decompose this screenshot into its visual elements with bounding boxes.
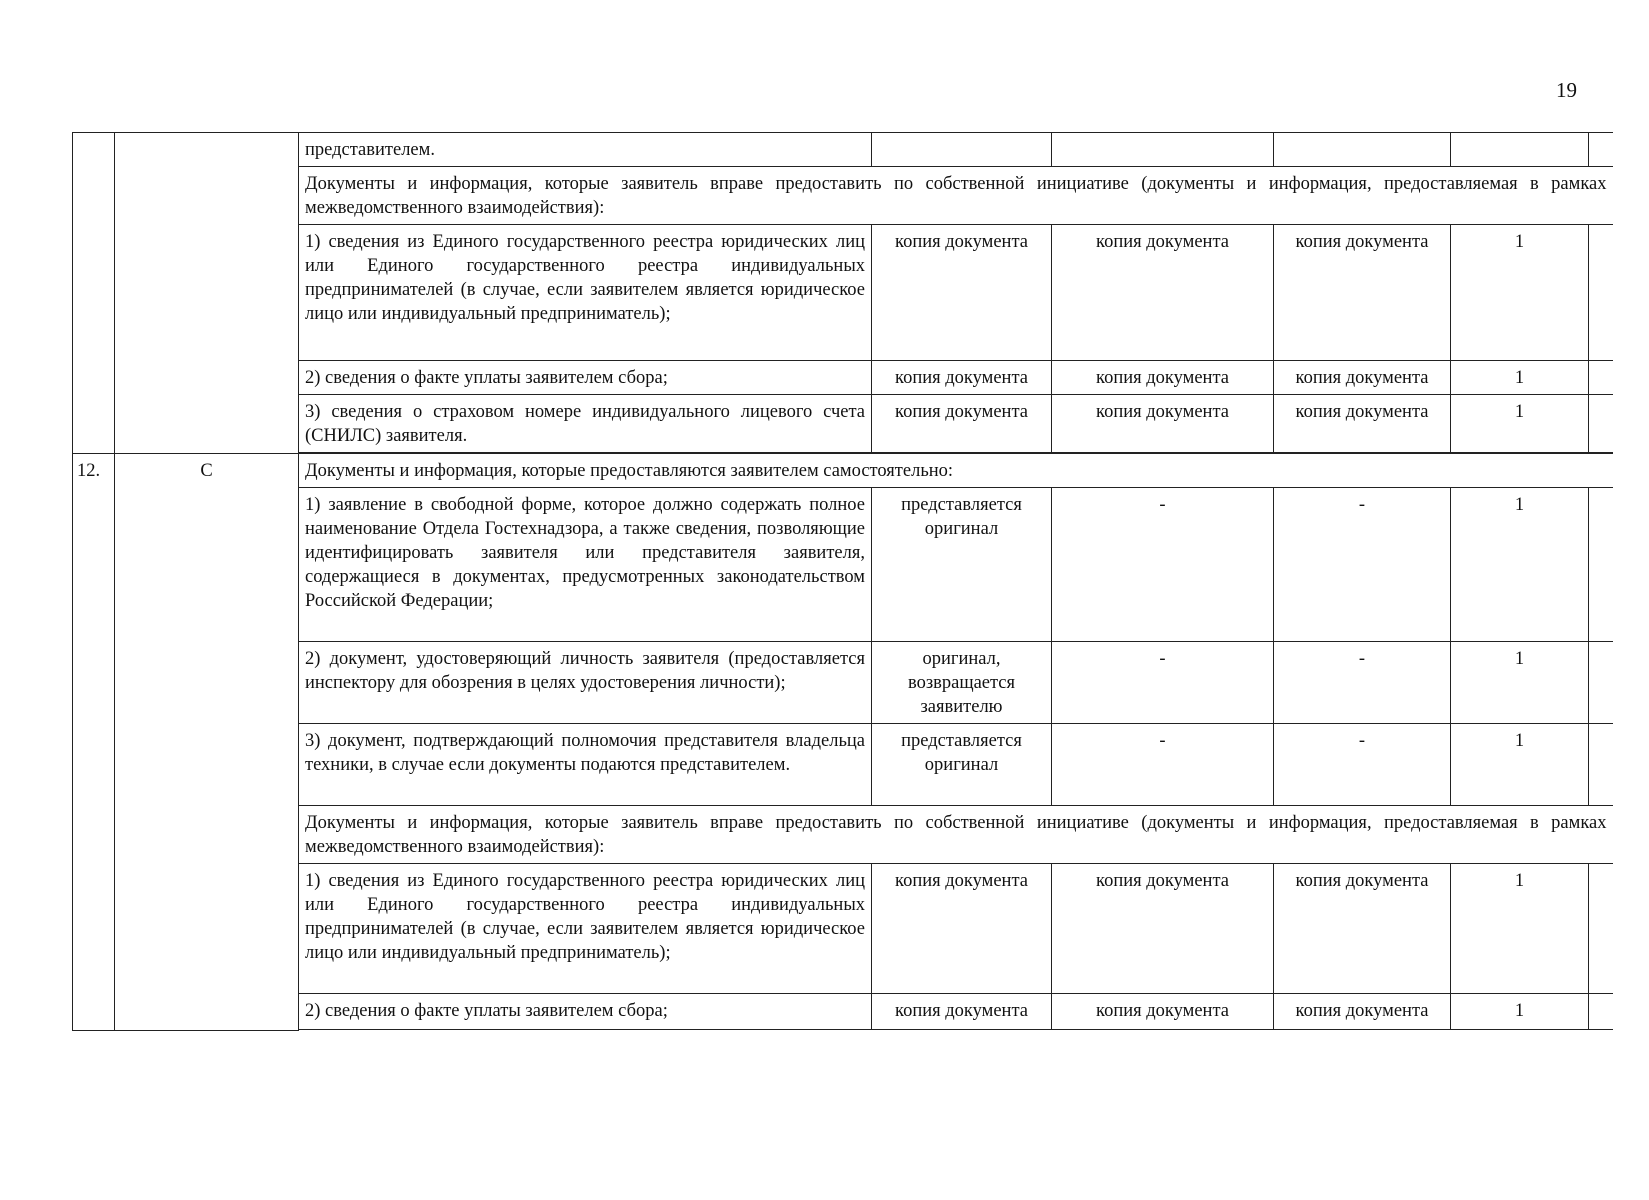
cell-c1: оригинал, возвращается заявителю	[872, 642, 1052, 724]
cell-c4: 1	[1451, 864, 1589, 994]
row-text: 2) сведения о факте уплаты заявителем сбора;	[299, 361, 872, 395]
cell-c4: 1	[1451, 225, 1589, 361]
cell-c1: копия документа	[872, 361, 1052, 395]
cell-c3: -	[1274, 724, 1451, 806]
section-header-row	[73, 806, 1613, 864]
table-row	[73, 642, 1613, 724]
cell-c4: 1	[1451, 994, 1589, 1030]
cell-c1: копия документа	[872, 225, 1052, 361]
table-row	[73, 361, 1613, 395]
row-text: 2) документ, удостоверяющий личность заявителя (предоставляется инспектору для обозрения в целях удостоверения личности);	[299, 642, 872, 724]
cell-c3: копия документа	[1274, 994, 1451, 1030]
cell-c3: -	[1274, 642, 1451, 724]
row-text: 1) заявление в свободной форме, которое должно содержать полное наименование Отдела Гостехнадзора, а также сведения, позволяющие идентифицировать заявителя или представителя заявителя, содержащиеся в документах, предусмотренных законодательством Российской Федерации;	[299, 488, 872, 642]
row-text: 3) документ, подтверждающий полномочия представителя владельца техники, в случае если документы подаются представителем.	[299, 724, 872, 806]
number-cell	[73, 133, 115, 454]
cell-empty	[872, 133, 1052, 167]
cell-c2: копия документа	[1052, 864, 1274, 994]
cell-c1: представляется оригинал	[872, 488, 1052, 642]
cell-empty	[1451, 133, 1589, 167]
table-row	[73, 133, 1613, 167]
documents-table	[72, 132, 1613, 1031]
cell-c2: -	[1052, 488, 1274, 642]
cell-c2: -	[1052, 724, 1274, 806]
cell-c1: копия документа	[872, 395, 1052, 453]
section-header-row	[73, 167, 1613, 225]
cell-c1: копия документа	[872, 994, 1052, 1030]
cell-empty	[1052, 133, 1274, 167]
cell-c2: копия документа	[1052, 225, 1274, 361]
row-label: С	[115, 454, 299, 1031]
cell-c2: -	[1052, 642, 1274, 724]
table-row	[73, 994, 1613, 1030]
cell-c1: представляется оригинал	[872, 724, 1052, 806]
cell-c4: 1	[1451, 488, 1589, 642]
table-row	[73, 225, 1613, 361]
row-number: 12.	[73, 454, 115, 1031]
cell-c2: копия документа	[1052, 361, 1274, 395]
table-row	[73, 864, 1613, 994]
table-row	[73, 488, 1613, 642]
row-text: представителем.	[299, 133, 872, 167]
cell-c3: копия документа	[1274, 864, 1451, 994]
row-text: 2) сведения о факте уплаты заявителем сбора;	[299, 994, 872, 1030]
optional-header: Документы и информация, которые заявитель вправе предоставить по собственной инициативе (документы и информация, предоставляемая в рамках межведомственного взаимодействия):	[299, 167, 1613, 225]
cell-c3: копия документа	[1274, 361, 1451, 395]
cell-c4: 1	[1451, 361, 1589, 395]
required-header: Документы и информация, которые предоставляются заявителем самостоятельно:	[299, 454, 1613, 488]
cell-c4: 1	[1451, 724, 1589, 806]
label-cell	[115, 133, 299, 454]
cell-c2: копия документа	[1052, 395, 1274, 453]
table-row	[73, 395, 1613, 453]
optional-header: Документы и информация, которые заявитель вправе предоставить по собственной инициативе (документы и информация, предоставляемая в рамках межведомственного взаимодействия):	[299, 806, 1613, 864]
table-row	[73, 724, 1613, 806]
cell-c4: 1	[1451, 395, 1589, 453]
cell-c3: -	[1274, 488, 1451, 642]
row-text: 3) сведения о страховом номере индивидуального лицевого счета (СНИЛС) заявителя.	[299, 395, 872, 453]
section-header-row	[73, 454, 1613, 488]
page-number: 19	[1556, 78, 1577, 102]
cell-c3: копия документа	[1274, 395, 1451, 453]
row-text: 1) сведения из Единого государственного реестра юридических лиц или Единого государственного реестра индивидуальных предпринимателей (в случае, если заявителем является юридическое лицо или индивидуальный предприниматель);	[299, 225, 872, 361]
cell-c3: копия документа	[1274, 225, 1451, 361]
row-text: 1) сведения из Единого государственного реестра юридических лиц или Единого государственного реестра индивидуальных предпринимателей (в случае, если заявителем является юридическое лицо или индивидуальный предприниматель);	[299, 864, 872, 994]
cell-c4: 1	[1451, 642, 1589, 724]
cell-c1: копия документа	[872, 864, 1052, 994]
cell-empty	[1274, 133, 1451, 167]
cell-c2: копия документа	[1052, 994, 1274, 1030]
